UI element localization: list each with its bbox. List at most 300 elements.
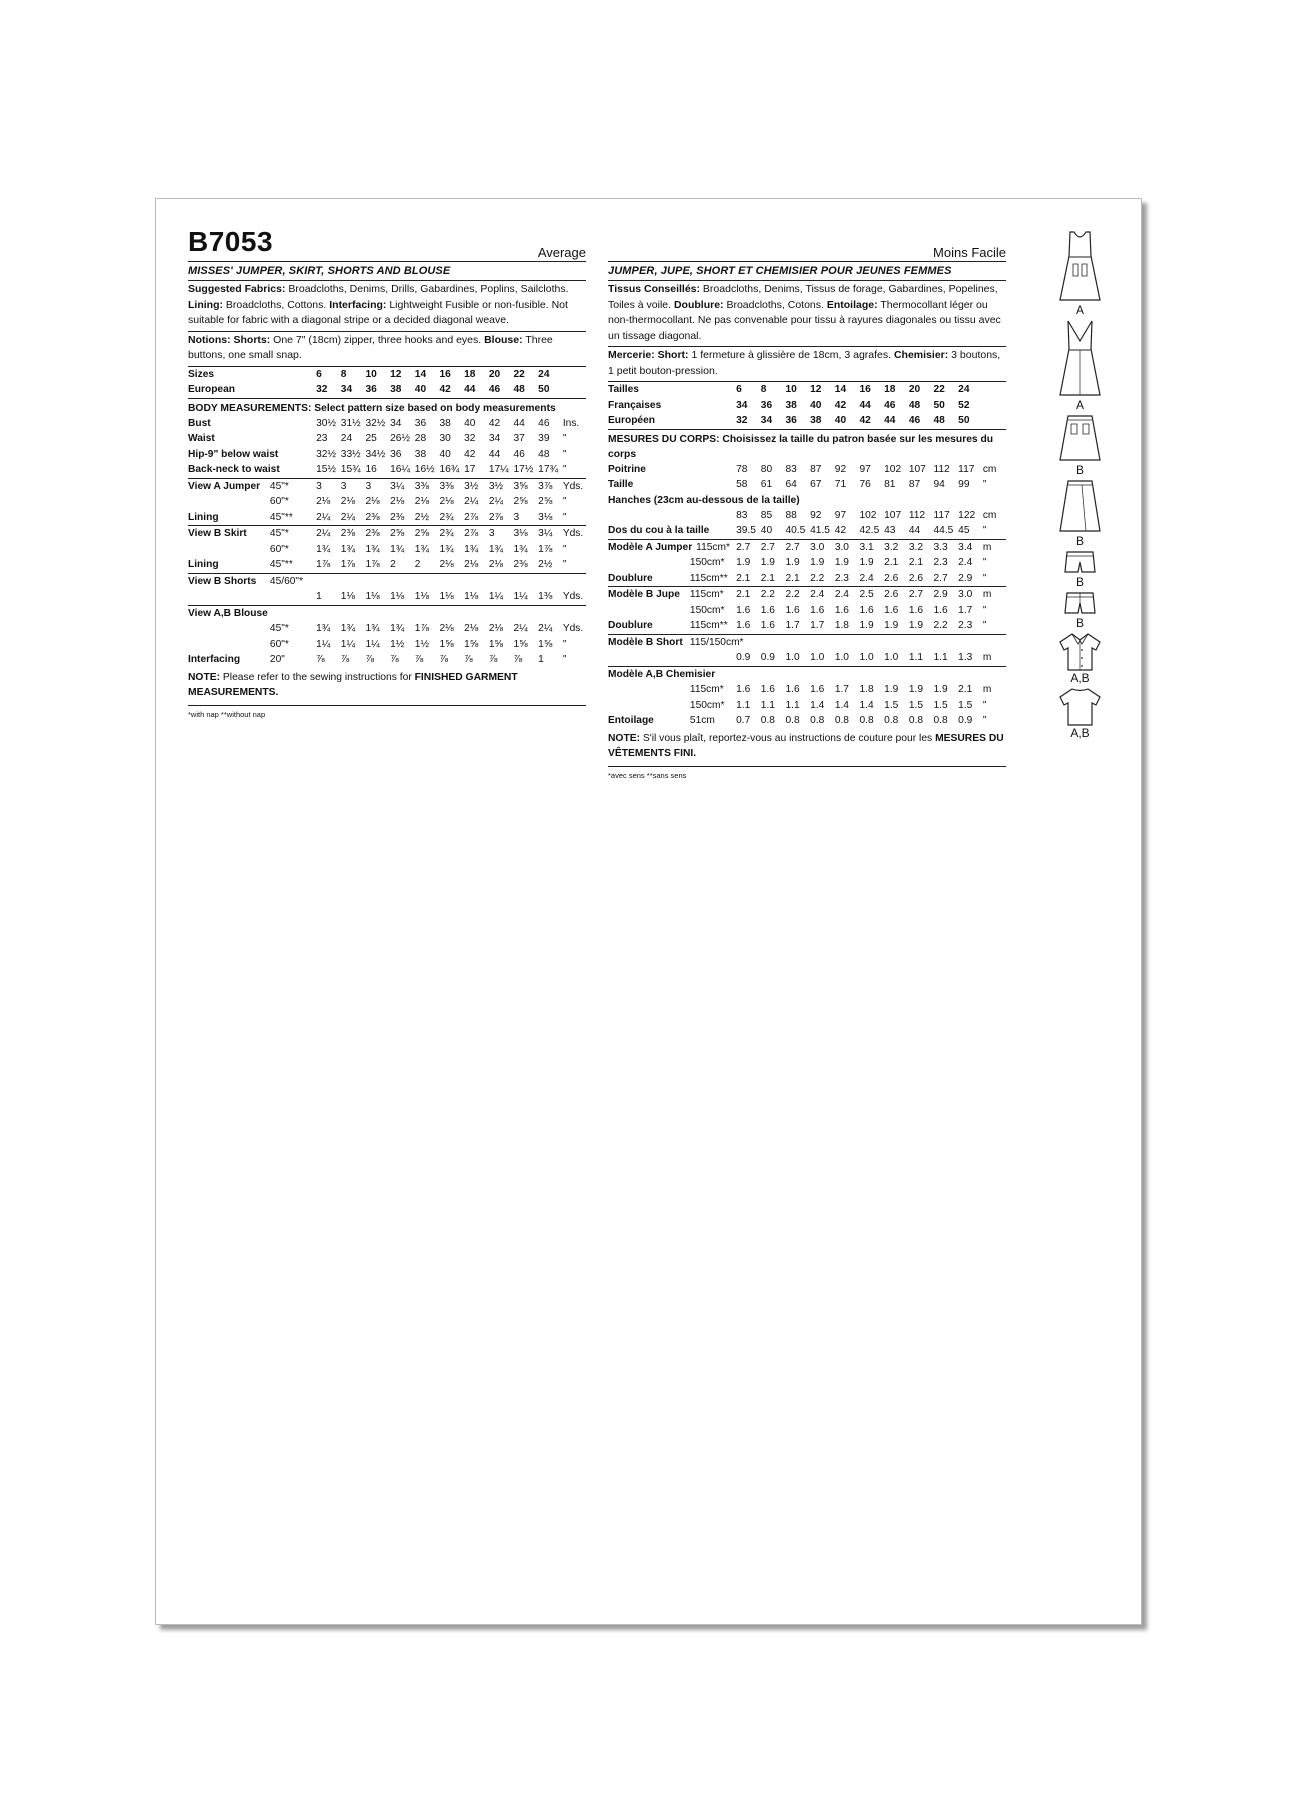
unit-cell [983,634,1006,650]
row-label [608,555,690,571]
size-value: 2.9 [958,571,983,587]
size-value: 3.0 [958,589,973,601]
table-row [608,713,1006,729]
size-value: 34 [340,384,353,396]
english-header [188,226,586,262]
row-label [608,508,690,524]
size-value [341,605,366,621]
unit-cell: " [982,604,987,616]
size-value: 1.9 [834,557,849,569]
size-value: 2.1 [958,684,973,696]
size-value: 38 [785,399,797,411]
row-width: 150cm* [689,699,725,711]
size-value: 1.6 [859,604,874,616]
size-value: 46 [538,417,550,429]
size-value: 0.8 [884,715,899,727]
size-value: 1.9 [810,557,825,569]
size-value: 3 [340,480,347,492]
size-table [188,367,586,399]
size-value: 3½ [488,480,503,492]
size-value: 42 [834,399,847,411]
skirt-front-icon [1058,414,1102,464]
size-value: 3 [488,528,495,540]
size-value: 2¼ [316,510,341,526]
size-value: 2.1 [908,557,923,569]
size-value: 16¾ [439,464,460,476]
row-label: Taille [608,479,634,491]
size-value: 2¼ [341,510,366,526]
view-thumb [1045,319,1115,412]
unit-cell: " [982,479,987,491]
size-value: 2.4 [810,589,825,601]
size-value: 1⅝ [513,638,528,650]
size-value: 22 [933,384,945,396]
size-value: 3⅜ [414,480,429,492]
table-row [188,652,586,668]
size-value: 1.6 [760,684,775,696]
size-value: ⅞ [316,654,325,666]
size-value: 1.8 [835,618,860,634]
size-value: 2½ [415,510,440,526]
size-value: 46 [908,415,921,427]
row-label: Entoilage [608,715,654,727]
size-value: 50 [933,399,945,411]
row-label: Bust [188,417,211,429]
size-value [513,605,538,621]
size-value: 25 [365,433,377,445]
size-value [785,634,810,650]
size-value: 39.5 [736,525,756,537]
unit-cell [563,605,586,621]
size-value: 2.7 [760,541,775,553]
row-label [608,698,690,714]
size-value: 3.4 [958,541,973,553]
size-value: 28 [414,433,427,445]
size-value: 1¾ [390,543,405,555]
table-row [188,526,586,542]
size-value: 1⅜ [538,589,563,605]
table-row [188,479,586,495]
size-value: 85 [760,509,773,521]
body-measurements-table-fr-2 [608,508,1006,540]
row-label [188,589,270,605]
size-value: 34 [390,417,402,429]
unit-cell: " [562,638,567,650]
size-value: 2⅝ [513,496,528,508]
row-width [690,508,736,524]
size-value: 22 [513,368,525,380]
size-value: 2.2 [785,589,800,601]
unit-cell: " [982,699,987,711]
size-value: 24 [538,368,550,380]
table-row [188,431,586,447]
row-label [608,603,690,619]
size-value: 1½ [414,638,429,650]
unit-cell: Ins. [562,417,580,429]
size-value: 107 [908,463,926,475]
size-value: 2⅞ [464,510,489,526]
size-value: 36 [760,399,773,411]
size-value [439,573,464,589]
size-value: 64 [785,479,797,491]
size-value: 3 [316,480,322,492]
size-value: 33½ [340,448,361,460]
size-value: 102 [859,509,877,521]
size-value: 36 [414,417,427,429]
size-value: 92 [834,463,847,475]
size-value: 2⅜ [390,510,415,526]
size-value [884,666,909,682]
size-value: 1¾ [340,543,355,555]
size-value [761,666,786,682]
size-value: 16 [439,368,451,380]
size-value: 32 [736,415,748,427]
unit-cell: " [562,464,567,476]
table-row [608,508,1006,524]
view-thumbnails [1045,230,1115,742]
row-width [270,367,316,383]
row-width: 45"* [269,623,289,635]
size-value: 1⅛ [464,589,489,605]
size-value [415,605,440,621]
table-row [188,494,586,510]
row-width: 60"* [269,638,289,650]
size-value: 2.1 [736,589,751,601]
size-value: 0.7 [736,715,751,727]
suggested-fabrics-fr: Tissus Conseillés: Broadcloths, Denims, Tissus de forage, Gabardines, Popelines, Toiles à voile. Doublure: Broadcloths, Cotons. Entoilage: Thermocollant léger ou non-thermocollant. Ne pas convenable pour tissu à rayures diagonales ou tissu avec un tissage diagonal. [608,281,1006,347]
unit-cell: cm [982,463,997,475]
row-width: 150cm* [689,557,725,569]
row-label: Doublure [608,571,690,587]
size-value: 1.0 [785,650,810,666]
unit-cell: m [982,684,992,696]
size-value: 3⅜ [439,480,454,492]
size-value: 58 [736,479,748,491]
size-value: 1 [316,589,341,605]
size-value: 1⅞ [538,543,553,555]
size-value: 1¼ [316,638,331,650]
size-value: 42 [488,417,501,429]
row-width: 45"* [269,480,289,492]
view-thumb [1045,632,1115,685]
size-value: 0.8 [785,715,800,727]
size-value [390,605,415,621]
unit-cell [983,666,1006,682]
view-label: A,B [1070,726,1090,740]
size-value: 2¼ [538,623,553,635]
size-value: 1.1 [785,699,800,711]
size-value: 3⅝ [513,480,528,492]
unit-cell [983,382,1006,398]
size-value: 1¾ [488,543,503,555]
size-value: 76 [859,479,871,491]
size-value: 34 [760,415,773,427]
size-value: 1.4 [834,699,849,711]
size-value: 14 [414,368,427,380]
size-value: 44 [488,448,501,460]
size-value: 2⅛ [439,496,454,508]
size-value: 42.5 [859,525,880,537]
size-value: 2¼ [488,496,503,508]
view-label: A [1075,303,1084,317]
size-value: 50 [958,415,970,427]
size-value: 2¼ [513,623,528,635]
size-value: 2.1 [736,571,761,587]
size-value: ⅞ [513,654,522,666]
size-value: 102 [884,463,902,475]
size-value: 1.9 [933,684,948,696]
size-value: 46 [488,384,501,396]
size-value: 1¾ [365,623,380,635]
size-value: 2⅝ [390,528,405,540]
body-measurements-table-fr [608,462,1006,493]
size-value [761,634,786,650]
size-value [341,573,366,589]
size-value: 17 [464,464,476,476]
view-label: B [1075,534,1084,548]
size-value: 97 [834,509,847,521]
size-value: 8 [760,384,767,396]
row-label: View A,B Blouse [188,607,268,619]
unit-cell: m [983,650,1006,666]
table-row [188,557,586,573]
size-value: 94 [933,479,945,491]
blouse-front-icon [1056,632,1104,672]
size-value: 0.8 [834,715,849,727]
size-value: 2.1 [884,557,899,569]
size-value: 1¾ [439,543,454,555]
size-value: 2.4 [958,557,973,569]
size-value: 3.0 [810,541,825,553]
unit-cell: Yds. [562,623,584,635]
size-value: 2⅛ [316,496,331,508]
size-value: 1⅛ [390,589,415,605]
size-value: 1.9 [859,618,884,634]
unit-cell: " [983,618,1006,634]
row-width [690,398,736,414]
size-value: ⅞ [414,654,424,666]
view-thumb [1045,687,1115,740]
skirt-back-icon [1058,479,1102,535]
row-width [270,382,316,398]
size-value: 1.9 [909,618,934,634]
size-value: 2⅛ [439,623,454,635]
size-value: 15½ [316,464,336,476]
unit-cell: Yds. [562,480,584,492]
size-value: 2.6 [909,571,934,587]
jumper-back-icon [1058,319,1102,399]
unit-cell: " [563,510,586,526]
size-value: 3.2 [884,541,899,553]
size-table-fr [608,382,1006,430]
size-value: 48 [908,399,921,411]
size-value: 42 [439,384,451,396]
size-value [390,573,415,589]
size-value: 1.6 [785,684,800,696]
size-value: 1.8 [859,684,874,696]
size-value: 1.1 [760,699,775,711]
size-value: 1.6 [760,604,775,616]
shorts-front-icon [1063,550,1097,576]
size-value: 3¼ [390,480,405,492]
size-value [489,573,514,589]
size-value: 50 [538,384,550,396]
size-value: 6 [316,368,322,380]
size-value: 1.1 [909,650,934,666]
size-value: 1⅛ [439,589,464,605]
size-value: 40 [760,525,773,537]
size-value [415,573,440,589]
size-value: 1¾ [464,543,479,555]
row-label [188,621,270,637]
size-value: 40 [464,417,476,429]
table-row [188,542,586,558]
size-value: 112 [933,463,950,475]
size-value: 1.4 [810,699,825,711]
row-label: Poitrine [608,463,646,475]
table-row [188,589,586,605]
size-value: 2⅜ [513,557,538,573]
size-value [859,666,884,682]
shorts-back-icon [1063,591,1097,617]
size-value: 36 [365,384,377,396]
view-label: B [1075,463,1084,477]
unit-cell: " [983,571,1006,587]
size-value: 17¾ [538,464,558,476]
view-thumb [1045,479,1115,548]
size-value: 78 [736,463,748,475]
size-value [439,605,464,621]
size-value: ⅞ [439,654,448,666]
unit-cell: " [562,496,567,508]
size-value: 44 [513,417,525,429]
size-value: 1.6 [785,604,800,616]
row-label: Modèle A,B Chemisier [608,668,716,680]
size-value: 71 [834,479,847,491]
table-row [188,637,586,653]
size-value: 12 [390,368,402,380]
row-label: Lining [188,510,270,526]
table-row [188,416,586,432]
size-value: 43 [884,525,896,537]
size-value: 40 [439,448,451,460]
size-value: 61 [760,479,773,491]
size-value: 8 [340,368,347,380]
table-row [608,698,1006,714]
size-value: 2.4 [834,589,849,601]
nap-footnote-fr: *avec sens **sans sens [608,770,687,780]
row-width: 115/150cm* [689,636,744,648]
difficulty-level-fr: Moins Facile [933,245,1006,260]
size-value: 30½ [316,417,336,429]
view-label: A [1075,398,1084,412]
table-row [188,605,586,621]
pattern-number: B7053 [188,226,274,257]
size-value: 97 [859,463,871,475]
unit-cell: " [563,557,586,573]
table-row [608,650,1006,666]
size-value: 2⅝ [414,528,429,540]
size-value: 87 [810,463,822,475]
body-measurements-heading-fr: MESURES DU CORPS: Choisissez la taille du patron basée sur les mesures du corps [608,433,994,460]
size-value: 99 [958,479,970,491]
size-value: 1.7 [785,618,810,634]
row-width: 45"** [270,557,316,573]
size-value: 2⅛ [365,496,380,508]
row-label [608,682,690,698]
size-value: 1¼ [340,638,355,650]
yardage-table [188,479,586,668]
row-label: Waist [188,433,215,445]
size-value: 1⅝ [488,638,503,650]
size-value: 0.9 [736,650,761,666]
unit-cell: " [982,557,987,569]
pattern-back-sheet [155,198,1142,1625]
size-value: 1⅞ [341,557,366,573]
size-value: 18 [884,384,896,396]
french-column [608,235,1006,781]
table-row [608,413,1006,429]
size-value: 2⅜ [365,510,390,526]
unit-cell [563,367,586,383]
row-width [690,413,736,429]
row-width: 115cm* [689,684,724,696]
unit-cell: Yds. [563,589,586,605]
row-label: Modèle B Short [608,636,683,648]
row-width: 51cm [689,715,715,727]
size-value: 2 [390,557,415,573]
size-value: 38 [439,417,451,429]
size-value: 1¾ [390,623,405,635]
size-value: 38 [810,415,822,427]
size-value: 2¼ [316,528,331,540]
row-label: View B Shorts [188,575,257,587]
size-value: 46 [513,448,525,460]
row-width: 60"* [269,543,289,555]
size-value: 1.5 [884,699,899,711]
table-row [608,587,1006,603]
size-value: 87 [908,479,921,491]
size-value: 52 [958,399,970,411]
size-value: 1.9 [785,557,800,569]
row-width [690,382,736,398]
size-value: 46 [884,399,896,411]
size-value: 2⅜ [340,528,355,540]
size-value: 10 [365,368,377,380]
size-value: 36 [390,448,402,460]
size-value: 92 [810,509,822,521]
size-value: 1.0 [835,650,860,666]
table-row [608,462,1006,478]
size-value: 2⅛ [489,557,514,573]
english-column [188,226,586,720]
table-row [608,603,1006,619]
size-value: 1 [538,654,544,666]
size-value [513,573,538,589]
size-value: 83 [736,509,748,521]
row-label [188,542,270,558]
row-label: Sizes [188,368,215,380]
size-value: 48 [513,384,525,396]
table-row [188,462,586,478]
size-value: 2⅛ [340,496,355,508]
size-value: 31½ [340,417,361,429]
table-row [608,571,1006,587]
size-value: 34 [488,433,501,445]
size-value: 1½ [390,638,405,650]
unit-cell: " [562,433,567,445]
row-label: View A Jumper [188,480,261,492]
